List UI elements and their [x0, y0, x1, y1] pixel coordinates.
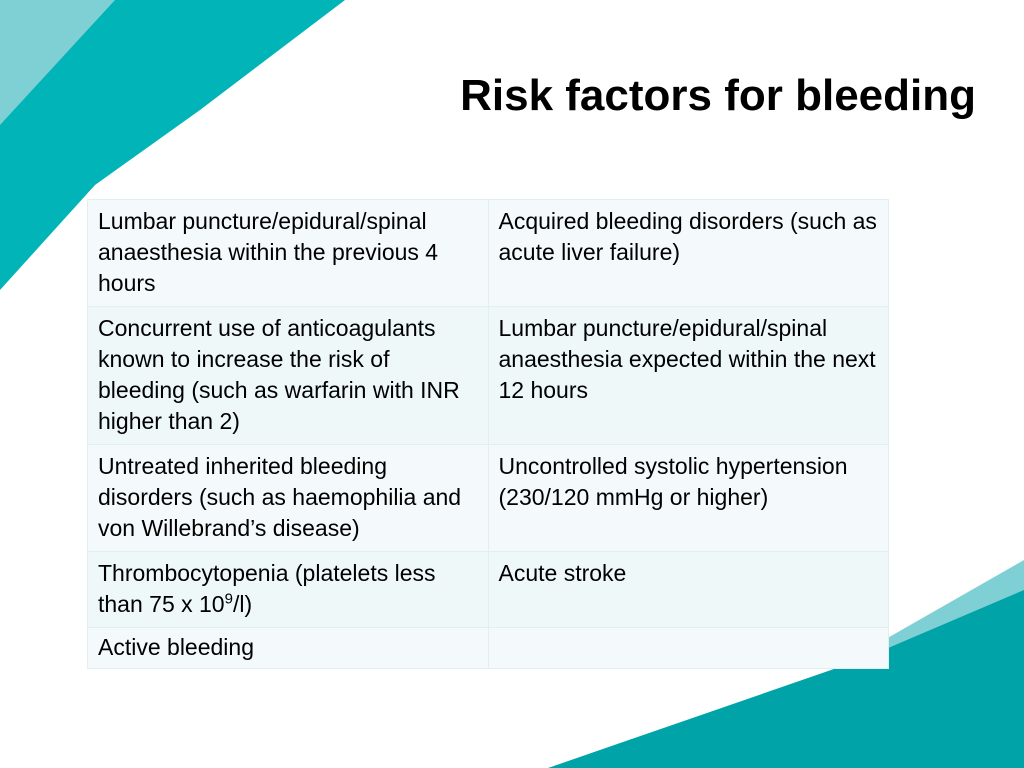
table-cell-left — [88, 552, 489, 628]
table-cell-right: Acquired bleeding disorders (such as acute liver failure) — [488, 200, 889, 307]
table-cell-left: Untreated inherited bleeding disorders (such as haemophilia and von Willebrand’s disease) — [88, 445, 489, 552]
cell-text-main: Thrombocytopenia (platelets less than 75 x 10 — [98, 560, 436, 617]
slide-title: Risk factors for bleeding — [460, 71, 976, 120]
table-row — [88, 445, 889, 552]
table-cell-left: Lumbar puncture/epidural/spinal anaesthesia within the previous 4 hours — [88, 200, 489, 307]
table-cell-right: Uncontrolled systolic hypertension (230/120 mmHg or higher) — [488, 445, 889, 552]
table-cell-right: Acute stroke — [488, 552, 889, 628]
table-row — [88, 200, 889, 307]
superscript-exponent: 9 — [224, 590, 233, 608]
table-cell-right-empty — [488, 628, 889, 669]
table-row — [88, 628, 889, 669]
table-row — [88, 307, 889, 445]
table-cell-right: Lumbar puncture/epidural/spinal anaesthesia expected within the next 12 hours — [488, 307, 889, 445]
cell-text-unit: /l) — [232, 591, 253, 617]
risk-factors-table — [87, 199, 889, 669]
table-cell-left: Active bleeding — [88, 628, 489, 669]
table-cell-left: Concurrent use of anticoagulants known to increase the risk of bleeding (such as warfarin with INR higher than 2) — [88, 307, 489, 445]
table-row — [88, 552, 889, 628]
